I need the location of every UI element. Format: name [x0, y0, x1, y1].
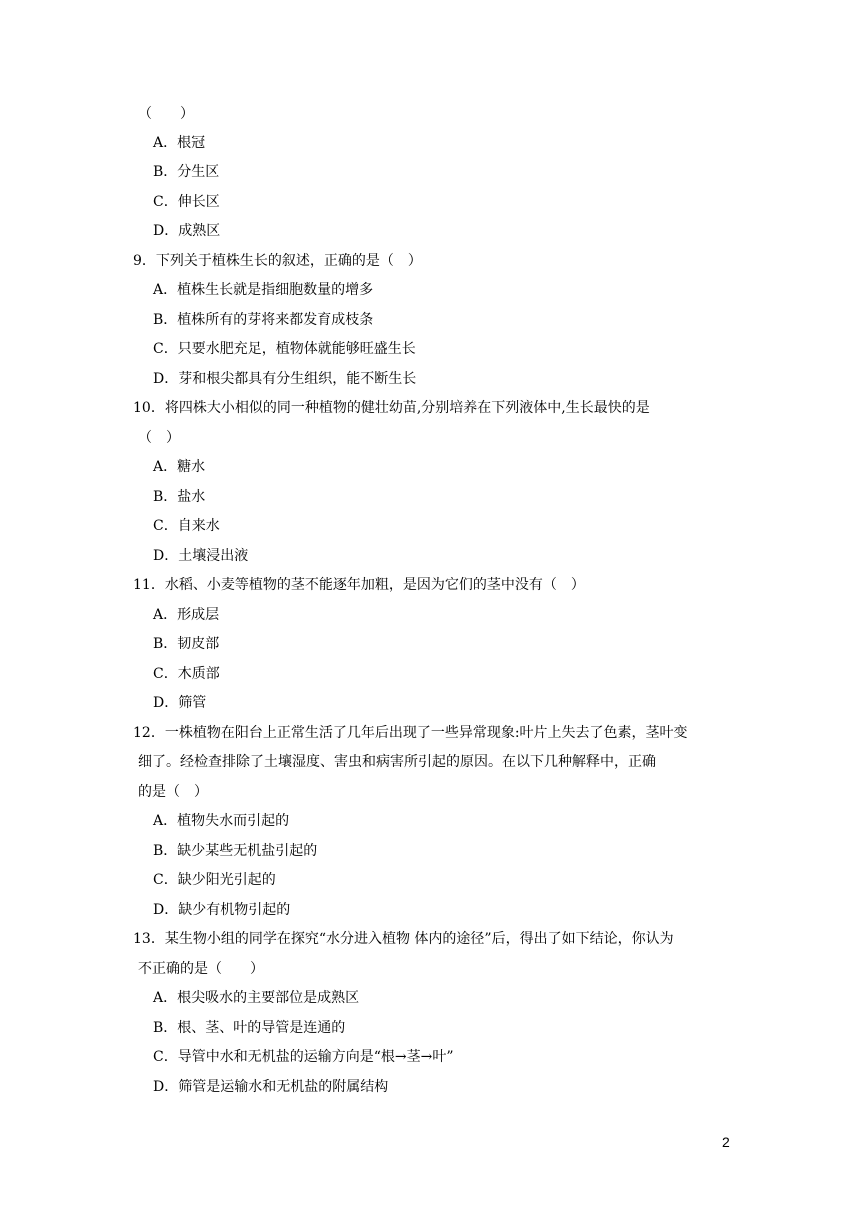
q13-stem-line1: 13．某生物小组的同学在探究“水分进入植物 体内的途径”后，得出了如下结论，你认为 — [133, 931, 674, 947]
q12-stem-line1: 12．一株植物在阳台上正常生活了几年后出现了一些异常现象:叶片上失去了色素，茎叶变 — [133, 725, 688, 741]
q8-option-d: D．成熟区 — [153, 223, 221, 239]
q8-option-c: C．伸长区 — [153, 194, 220, 210]
q8-stem-tail: （ ） — [138, 106, 194, 122]
q12-option-b: B．缺少某些无机盐引起的 — [153, 843, 318, 859]
q13-option-d: D．筛管是运输水和无机盐的附属结构 — [153, 1079, 389, 1095]
q9-stem: 9．下列关于植株生长的叙述，正确的是（ ） — [133, 253, 422, 269]
q11-stem: 11．水稻、小麦等植物的茎不能逐年加粗，是因为它们的茎中没有（ ） — [133, 577, 585, 593]
q10-stem-line1: 10．将四株大小相似的同一种植物的健壮幼苗,分别培养在下列液体中,生长最快的是 — [133, 400, 650, 416]
q9-option-d: D．芽和根尖都具有分生组织，能不断生长 — [153, 371, 417, 387]
q9-option-c: C．只要水肥充足，植物体就能够旺盛生长 — [153, 341, 416, 357]
q13-option-c: C．导管中水和无机盐的运输方向是“根→茎→叶” — [153, 1049, 454, 1065]
q12-stem-line2: 细了。经检查排除了土壤湿度、害虫和病害所引起的原因。在以下几种解释中，正确 — [138, 754, 656, 770]
q11-option-b: B．韧皮部 — [153, 636, 220, 652]
q11-option-a: A．形成层 — [153, 607, 220, 623]
q9-option-a: A．植株生长就是指细胞数量的增多 — [153, 282, 374, 298]
q12-option-d: D．缺少有机物引起的 — [153, 902, 291, 918]
q8-option-a: A．根冠 — [153, 135, 206, 151]
q10-option-c: C．自来水 — [153, 518, 220, 534]
q11-option-c: C．木质部 — [153, 666, 220, 682]
q13-option-a: A．根尖吸水的主要部位是成熟区 — [153, 990, 360, 1006]
q8-option-b: B．分生区 — [153, 164, 220, 180]
q10-option-d: D．土壤浸出液 — [153, 548, 249, 564]
q9-option-b: B．植株所有的芽将来都发育成枝条 — [153, 312, 374, 328]
q13-stem-line2: 不正确的是（ ） — [138, 961, 264, 977]
page-number: 2 — [722, 1134, 730, 1150]
q13-option-b: B．根、茎、叶的导管是连通的 — [153, 1020, 346, 1036]
q10-option-a: A．糖水 — [153, 459, 206, 475]
q10-option-b: B．盐水 — [153, 489, 206, 505]
q10-stem-line2: （ ） — [138, 430, 180, 446]
q12-option-c: C．缺少阳光引起的 — [153, 872, 276, 888]
q12-stem-line3: 的是（ ） — [138, 784, 208, 800]
q12-option-a: A．植物失水而引起的 — [153, 813, 290, 829]
q11-option-d: D．筛管 — [153, 695, 207, 711]
